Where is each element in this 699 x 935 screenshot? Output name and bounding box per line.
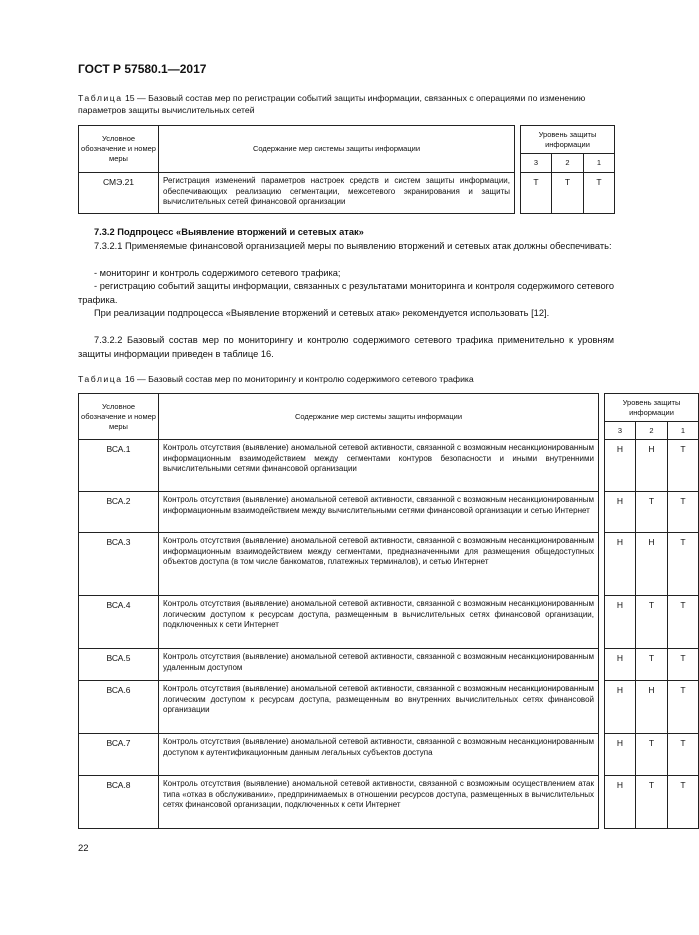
table-16-caption	[78, 373, 616, 385]
level-2-value: Т	[636, 734, 668, 776]
measure-code: ВСА.2	[79, 492, 159, 533]
table-row	[79, 734, 699, 776]
table-15-head-level-2: 2	[552, 154, 584, 173]
level-3-value: Н	[605, 681, 636, 734]
table-15	[78, 125, 615, 214]
level-2-value: Т	[552, 173, 584, 214]
table-row	[79, 492, 699, 533]
level-2-value: Н	[636, 533, 668, 596]
table-row	[79, 681, 699, 734]
table-row	[79, 173, 615, 214]
bullet-registration: - регистрацию событий защиты информации, связанных с результатами мониторинга и контроля содержимого сетевого трафика.	[78, 281, 614, 305]
table-16-head-level-1: 1	[668, 422, 699, 440]
level-3-value: Н	[605, 440, 636, 492]
measure-text: Контроль отсутствия (выявление) аномальной сетевой активности, связанной с возможным несанкционированным информационным взаимодействием между сегментами контуров безопасности и иными внутренними вычислительными сетями финансовой организации	[159, 440, 599, 492]
table-16-head-code: Условное обозначение и номер меры	[79, 394, 159, 440]
table-16-head-levels: Уровень защиты информации	[605, 394, 699, 422]
level-1-value: Т	[668, 734, 699, 776]
table-row	[79, 776, 699, 829]
table-row	[79, 533, 699, 596]
level-3-value: Т	[521, 173, 552, 214]
level-1-value: Т	[668, 649, 699, 681]
level-3-value: Н	[605, 533, 636, 596]
table-row	[79, 440, 699, 492]
table-15-head-code: Условное обозначение и номер меры	[79, 126, 159, 173]
level-3-value: Н	[605, 596, 636, 649]
table-16-caption-word: Таблица	[78, 374, 123, 384]
table-16-head-level-2: 2	[636, 422, 668, 440]
level-2-value: Н	[636, 681, 668, 734]
bullet-monitoring: - мониторинг и контроль содержимого сетевого трафика;	[94, 268, 341, 278]
measure-text: Контроль отсутствия (выявление) аномальной сетевой активности, связанной с возможным несанкционированным логическим доступом к ресурсам доступа, размещенным во внутренних вычислительных сетях финансовой организации	[159, 681, 599, 734]
section-heading: 7.3.2 Подпроцесс «Выявление вторжений и сетевых атак»	[94, 227, 364, 237]
measure-text: Контроль отсутствия (выявление) аномальной сетевой активности, связанной с возможным несанкционированным информационным взаимодействием между сегментами, предназначенными для размещения общедоступных объектов доступа (в том числе банкоматов, платежных терминалов), и сетью Интернет	[159, 533, 599, 596]
level-3-value: Н	[605, 776, 636, 829]
table-15-caption-text: 15 — Базовый состав мер по регистрации событий защиты информации, связанных с операциями по изменению параметров защиты вычислительных сетей	[78, 93, 586, 115]
measure-text: Контроль отсутствия (выявление) аномальной сетевой активности, связанной с возможным осуществлением атак типа «отказ в обслуживании», предпринимаемых в отношении ресурсов доступа, размещенных в вычислительных сетях финансовой организации, подключенных к сети Интернет	[159, 776, 599, 829]
measure-code: ВСА.5	[79, 649, 159, 681]
level-2-value: Т	[636, 776, 668, 829]
level-1-value: Т	[668, 596, 699, 649]
level-2-value: Т	[636, 649, 668, 681]
paragraph-7-3-2-1: 7.3.2.1 Применяемые финансовой организацией меры по выявлению вторжений и сетевых атак должны обеспечивать:	[94, 241, 612, 251]
table-15-caption-word: Таблица	[78, 93, 123, 103]
table-15-head-levels: Уровень защиты информации	[521, 126, 615, 154]
level-3-value: Н	[605, 492, 636, 533]
level-2-value: Т	[636, 492, 668, 533]
measure-code: ВСА.8	[79, 776, 159, 829]
measure-code: СМЭ.21	[79, 173, 159, 214]
table-15-head-content: Содержание мер системы защиты информации	[159, 126, 515, 173]
paragraph-recommendation: При реализации подпроцесса «Выявление вторжений и сетевых атак» рекомендуется использовать [12].	[94, 308, 550, 318]
table-16-head-content: Содержание мер системы защиты информации	[159, 394, 599, 440]
table-15-head-level-1: 1	[584, 154, 615, 173]
level-2-value: Н	[636, 440, 668, 492]
measure-text: Контроль отсутствия (выявление) аномальной сетевой активности, связанной с возможным несанкционированным информационным взаимодействием между вычислительными сетями финансовой организации и сетью Интернет	[159, 492, 599, 533]
level-1-value: Т	[584, 173, 615, 214]
measure-text: Контроль отсутствия (выявление) аномальной сетевой активности, связанной с возможным несанкционированным логическим доступом к ресурсам доступа, размещенным в вычислительных сетях финансовой организации, подключенных к сети Интернет	[159, 596, 599, 649]
document-header: ГОСТ Р 57580.1—2017	[78, 62, 207, 76]
page-number: 22	[78, 843, 89, 854]
table-15-caption	[78, 92, 616, 116]
measure-code: ВСА.1	[79, 440, 159, 492]
table-row	[79, 596, 699, 649]
level-2-value: Т	[636, 596, 668, 649]
measure-text: Регистрация изменений параметров настроек средств и систем защиты информации, обеспечивающих реализацию сегментации, межсетевого экранирования и защиты вычислительных сетей финансовой организации	[159, 173, 515, 214]
level-1-value: Т	[668, 533, 699, 596]
table-15-head-level-3: 3	[521, 154, 552, 173]
level-3-value: Н	[605, 734, 636, 776]
measure-text: Контроль отсутствия (выявление) аномальной сетевой активности, связанной с возможным несанкционированным удаленным доступом	[159, 649, 599, 681]
table-row	[79, 649, 699, 681]
measure-code: ВСА.3	[79, 533, 159, 596]
level-1-value: Т	[668, 492, 699, 533]
measure-text: Контроль отсутствия (выявление) аномальной сетевой активности, связанной с возможным несанкционированным доступом к аутентификационным данным легальных субъектов доступа	[159, 734, 599, 776]
measure-code: ВСА.6	[79, 681, 159, 734]
level-1-value: Т	[668, 681, 699, 734]
paragraph-7-3-2-2: 7.3.2.2 Базовый состав мер по мониторингу и контролю содержимого сетевого трафика применительно к уровням защиты информации приведен в таблице 16.	[78, 335, 614, 359]
measure-code: ВСА.7	[79, 734, 159, 776]
table-16	[78, 393, 699, 829]
measure-code: ВСА.4	[79, 596, 159, 649]
level-1-value: Т	[668, 440, 699, 492]
level-1-value: Т	[668, 776, 699, 829]
level-3-value: Н	[605, 649, 636, 681]
table-16-head-level-3: 3	[605, 422, 636, 440]
table-16-caption-text: 16 — Базовый состав мер по мониторингу и контролю содержимого сетевого трафика	[122, 374, 474, 384]
